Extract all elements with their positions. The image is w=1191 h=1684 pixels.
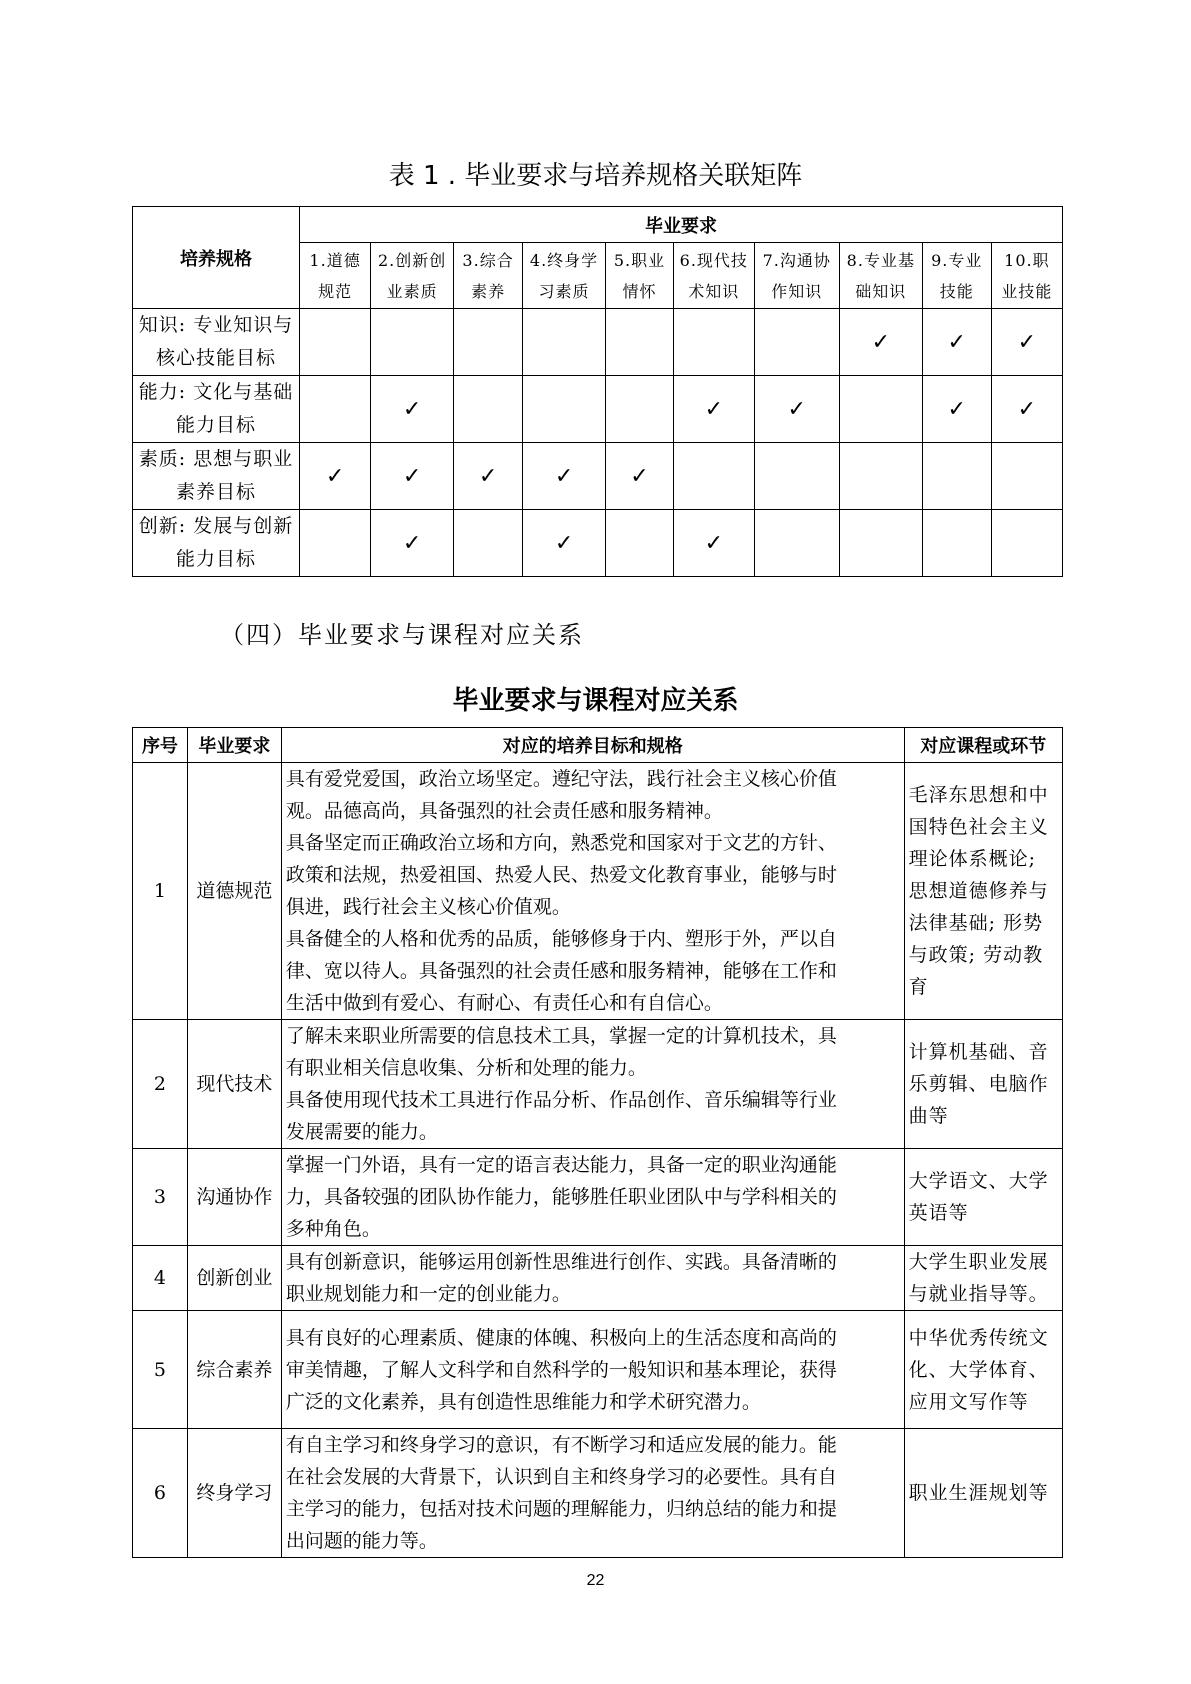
description-line: 职业规划能力和一定的创业能力。	[285, 1283, 571, 1305]
requirement-name: 现代技术	[187, 1020, 281, 1149]
course-line: 计算机基础、音	[908, 1041, 1049, 1063]
matrix-cell	[523, 376, 606, 443]
matrix-cell	[673, 309, 754, 376]
requirement-name: 沟通协作	[187, 1149, 281, 1246]
course-line: 化、大学体育、	[908, 1358, 1049, 1381]
course-line: 毛泽东思想和中	[908, 784, 1049, 806]
column-header-line: 4.终身学	[529, 250, 599, 270]
description-line: 具备使用现代技术工具进行作品分析、作品创作、音乐编辑等行业	[285, 1089, 837, 1111]
course-line: 思想道德修养与	[908, 880, 1049, 902]
check-mark: ✓	[554, 530, 574, 556]
column-header-line: 规范	[318, 281, 353, 301]
spec-label-line: 能力目标	[176, 548, 257, 570]
description-line: 具有创新意识，能够运用创新性思维进行创作、实践。具备清晰的	[285, 1251, 837, 1273]
description-line: 了解未来职业所需要的信息技术工具，掌握一定的计算机技术，具	[285, 1025, 837, 1047]
matrix-cell	[991, 443, 1062, 510]
matrix-cell	[754, 510, 839, 577]
description-line: 具有良好的心理素质、健康的体魄、积极向上的生活态度和高尚的	[285, 1326, 837, 1349]
matrix-cell	[673, 376, 754, 443]
requirement-column-header	[300, 243, 371, 309]
matrix-cell	[606, 376, 674, 443]
row-number: 4	[133, 1246, 188, 1311]
table1-title: 表 1 . 毕业要求与培养规格关联矩阵	[388, 161, 803, 191]
matrix-cell	[454, 376, 523, 443]
check-mark: ✓	[402, 463, 422, 489]
spec-label	[133, 309, 300, 376]
description-line: 发展需要的能力。	[285, 1121, 438, 1143]
row-number: 1	[133, 763, 188, 1020]
requirement-column-header	[523, 243, 606, 309]
row-number: 2	[133, 1020, 188, 1149]
column-header-line: 业技能	[1001, 281, 1053, 301]
column-header-line: 10.职	[1004, 250, 1050, 270]
matrix-cell	[991, 510, 1062, 577]
column-header-line: 7.沟通协	[762, 250, 831, 270]
requirement-name: 终身学习	[187, 1429, 281, 1558]
description-line: 观。品德高尚，具备强烈的社会责任感和服务精神。	[285, 800, 723, 822]
course-list	[904, 1149, 1062, 1246]
table-row	[133, 1149, 1063, 1246]
table-row	[133, 763, 1063, 1020]
matrix-cell	[454, 510, 523, 577]
table2-title: 毕业要求与课程对应关系	[452, 686, 739, 716]
description-line: 具备健全的人格和优秀的品质，能够修身于内、塑形于外，严以自	[285, 928, 837, 950]
spec-label-line: 能力目标	[176, 414, 257, 436]
matrix-cell	[523, 510, 606, 577]
spec-label	[133, 376, 300, 443]
matrix-cell	[839, 510, 922, 577]
check-mark: ✓	[630, 463, 649, 489]
course-line: 职业生涯规划等	[908, 1482, 1049, 1504]
description-line: 具备坚定而正确政治立场和方向，熟悉党和国家对于文艺的方针、	[285, 832, 837, 854]
requirement-column-header	[673, 243, 754, 309]
course-line: 与就业指导等。	[908, 1283, 1049, 1305]
course-line: 理论体系概论;	[908, 848, 1037, 870]
column-header: 对应课程或环节	[904, 728, 1062, 763]
matrix-cell	[991, 309, 1062, 376]
row-number: 3	[133, 1149, 188, 1246]
description-line: 政策和法规，热爱祖国、热爱人民、热爱文化教育事业，能够与时	[285, 864, 837, 886]
matrix-cell	[673, 443, 754, 510]
course-line: 法律基础; 形势	[908, 912, 1044, 934]
matrix-cell	[523, 309, 606, 376]
requirement-column-header	[454, 243, 523, 309]
requirement-column-header	[754, 243, 839, 309]
matrix-row	[133, 376, 1063, 443]
column-header-line: 9.专业	[931, 250, 983, 270]
matrix-cell	[606, 309, 674, 376]
matrix-cell	[606, 510, 674, 577]
requirement-column-header	[606, 243, 674, 309]
description-line: 有职业相关信息收集、分析和处理的能力。	[285, 1057, 647, 1079]
column-header-line: 素养	[471, 281, 506, 301]
column-header-line: 础知识	[855, 281, 907, 301]
column-header-line: 3.综合	[462, 250, 514, 270]
course-line: 大学语文、大学	[908, 1170, 1049, 1192]
column-header-line: 8.专业基	[846, 250, 915, 270]
objective-description	[281, 1429, 904, 1558]
objective-description	[281, 1311, 904, 1429]
section-heading: （四）毕业要求与课程对应关系	[220, 621, 584, 649]
column-header-line: 习素质	[538, 281, 590, 301]
check-mark: ✓	[704, 530, 724, 556]
page-number: 22	[586, 1572, 605, 1589]
column-header: 对应的培养目标和规格	[281, 728, 904, 763]
matrix-cell	[754, 376, 839, 443]
spec-label	[133, 510, 300, 577]
description-line: 主学习的能力，包括对技术问题的理解能力，归纳总结的能力和提	[285, 1498, 837, 1520]
matrix-row	[133, 309, 1063, 376]
objective-description	[281, 763, 904, 1020]
matrix-cell	[300, 443, 371, 510]
requirement-column-header	[371, 243, 454, 309]
course-line: 乐剪辑、电脑作	[908, 1073, 1049, 1095]
course-list	[904, 1020, 1062, 1149]
matrix-cell	[991, 376, 1062, 443]
course-line: 英语等	[908, 1202, 969, 1224]
check-mark: ✓	[325, 463, 345, 489]
table-row	[133, 1311, 1063, 1429]
spec-label-line: 核心技能目标	[156, 347, 277, 369]
course-list	[904, 1246, 1062, 1311]
course-line: 曲等	[908, 1105, 949, 1127]
row-number: 6	[133, 1429, 188, 1558]
description-line: 俱进，践行社会主义核心价值观。	[285, 896, 571, 918]
description-line: 力，具备较强的团队协作能力，能够胜任职业团队中与学科相关的	[285, 1186, 837, 1208]
description-line: 多种角色。	[285, 1218, 381, 1240]
check-mark: ✓	[704, 396, 724, 422]
matrix-cell	[606, 443, 674, 510]
requirement-name: 道德规范	[187, 763, 281, 1020]
spec-label-line: 能力: 文化与基础	[138, 381, 294, 403]
row-number: 5	[133, 1311, 188, 1429]
description-line: 广泛的文化素养，具有创造性思维能力和学术研究潜力。	[285, 1390, 761, 1413]
course-list	[904, 1311, 1062, 1429]
graduation-requirement-matrix	[132, 206, 1063, 577]
matrix-cell	[371, 309, 454, 376]
matrix-cell	[839, 376, 922, 443]
course-list	[904, 763, 1062, 1020]
spec-label	[133, 443, 300, 510]
check-mark: ✓	[554, 463, 574, 489]
description-line: 掌握一门外语，具有一定的语言表达能力，具备一定的职业沟通能	[285, 1154, 837, 1176]
course-line: 育	[908, 976, 929, 998]
check-mark: ✓	[478, 463, 498, 489]
requirement-name: 创新创业	[187, 1246, 281, 1311]
matrix-cell	[300, 309, 371, 376]
group-header: 毕业要求	[300, 207, 1063, 243]
matrix-cell	[922, 443, 991, 510]
matrix-cell	[371, 510, 454, 577]
spec-label-line: 素质: 思想与职业	[138, 448, 294, 470]
column-header-line: 技能	[939, 281, 974, 301]
requirement-column-header	[922, 243, 991, 309]
matrix-cell	[922, 376, 991, 443]
check-mark: ✓	[402, 396, 422, 422]
matrix-cell	[454, 309, 523, 376]
matrix-cell	[839, 443, 922, 510]
matrix-cell	[839, 309, 922, 376]
matrix-cell	[371, 376, 454, 443]
column-header-line: 情怀	[622, 281, 657, 301]
column-header: 序号	[133, 728, 188, 763]
description-line: 具有爱党爱国，政治立场坚定。遵纪守法，践行社会主义核心价值	[285, 768, 837, 790]
matrix-row	[133, 510, 1063, 577]
matrix-cell	[673, 510, 754, 577]
matrix-cell	[754, 309, 839, 376]
matrix-row	[133, 443, 1063, 510]
course-line: 国特色社会主义	[908, 816, 1049, 838]
description-line: 生活中做到有爱心、有耐心、有责任心和有自信心。	[285, 992, 723, 1014]
matrix-cell	[922, 510, 991, 577]
description-line: 出问题的能力等。	[285, 1530, 438, 1552]
spec-label-line: 创新: 发展与创新	[138, 515, 294, 537]
matrix-cell	[300, 510, 371, 577]
column-header-line: 1.道德	[309, 250, 361, 270]
corner-header: 培养规格	[133, 207, 300, 309]
column-header-line: 6.现代技	[679, 250, 748, 270]
matrix-cell	[523, 443, 606, 510]
requirement-column-header	[839, 243, 922, 309]
check-mark: ✓	[402, 530, 422, 556]
table-row	[133, 1246, 1063, 1311]
matrix-cell	[371, 443, 454, 510]
check-mark: ✓	[871, 329, 891, 355]
objective-description	[281, 1246, 904, 1311]
course-line: 大学生职业发展	[908, 1251, 1049, 1273]
column-header-line: 2.创新创	[377, 250, 447, 270]
matrix-cell	[754, 443, 839, 510]
column-header: 毕业要求	[187, 728, 281, 763]
spec-label-line: 素养目标	[176, 481, 257, 503]
column-header-line: 作知识	[771, 281, 823, 301]
column-header-line: 5.职业	[613, 250, 666, 270]
column-header-line: 业素质	[386, 281, 438, 301]
course-line: 应用文写作等	[908, 1390, 1029, 1413]
check-mark: ✓	[947, 396, 966, 422]
objective-description	[281, 1149, 904, 1246]
spec-label-line: 知识: 专业知识与	[138, 314, 294, 336]
check-mark: ✓	[787, 396, 806, 422]
description-line: 有自主学习和终身学习的意识，有不断学习和适应发展的能力。能	[285, 1434, 837, 1456]
course-list	[904, 1429, 1062, 1558]
column-header-line: 术知识	[688, 281, 740, 301]
table-row	[133, 1020, 1063, 1149]
requirement-name: 综合素养	[187, 1311, 281, 1429]
check-mark: ✓	[1017, 329, 1037, 355]
description-line: 律、宽以待人。具备强烈的社会责任感和服务精神，能够在工作和	[285, 960, 837, 982]
check-mark: ✓	[1017, 396, 1037, 422]
table-row	[133, 1429, 1063, 1558]
matrix-cell	[300, 376, 371, 443]
course-line: 与政策; 劳动教	[908, 944, 1044, 966]
requirement-column-header	[991, 243, 1062, 309]
course-line: 中华优秀传统文	[908, 1326, 1049, 1349]
objective-description	[281, 1020, 904, 1149]
matrix-cell	[922, 309, 991, 376]
description-line: 审美情趣，了解人文科学和自然科学的一般知识和基本理论，获得	[285, 1358, 837, 1381]
requirement-course-table	[132, 727, 1063, 1558]
description-line: 在社会发展的大背景下，认识到自主和终身学习的必要性。具有自	[285, 1466, 837, 1488]
matrix-cell	[454, 443, 523, 510]
check-mark: ✓	[947, 329, 966, 355]
